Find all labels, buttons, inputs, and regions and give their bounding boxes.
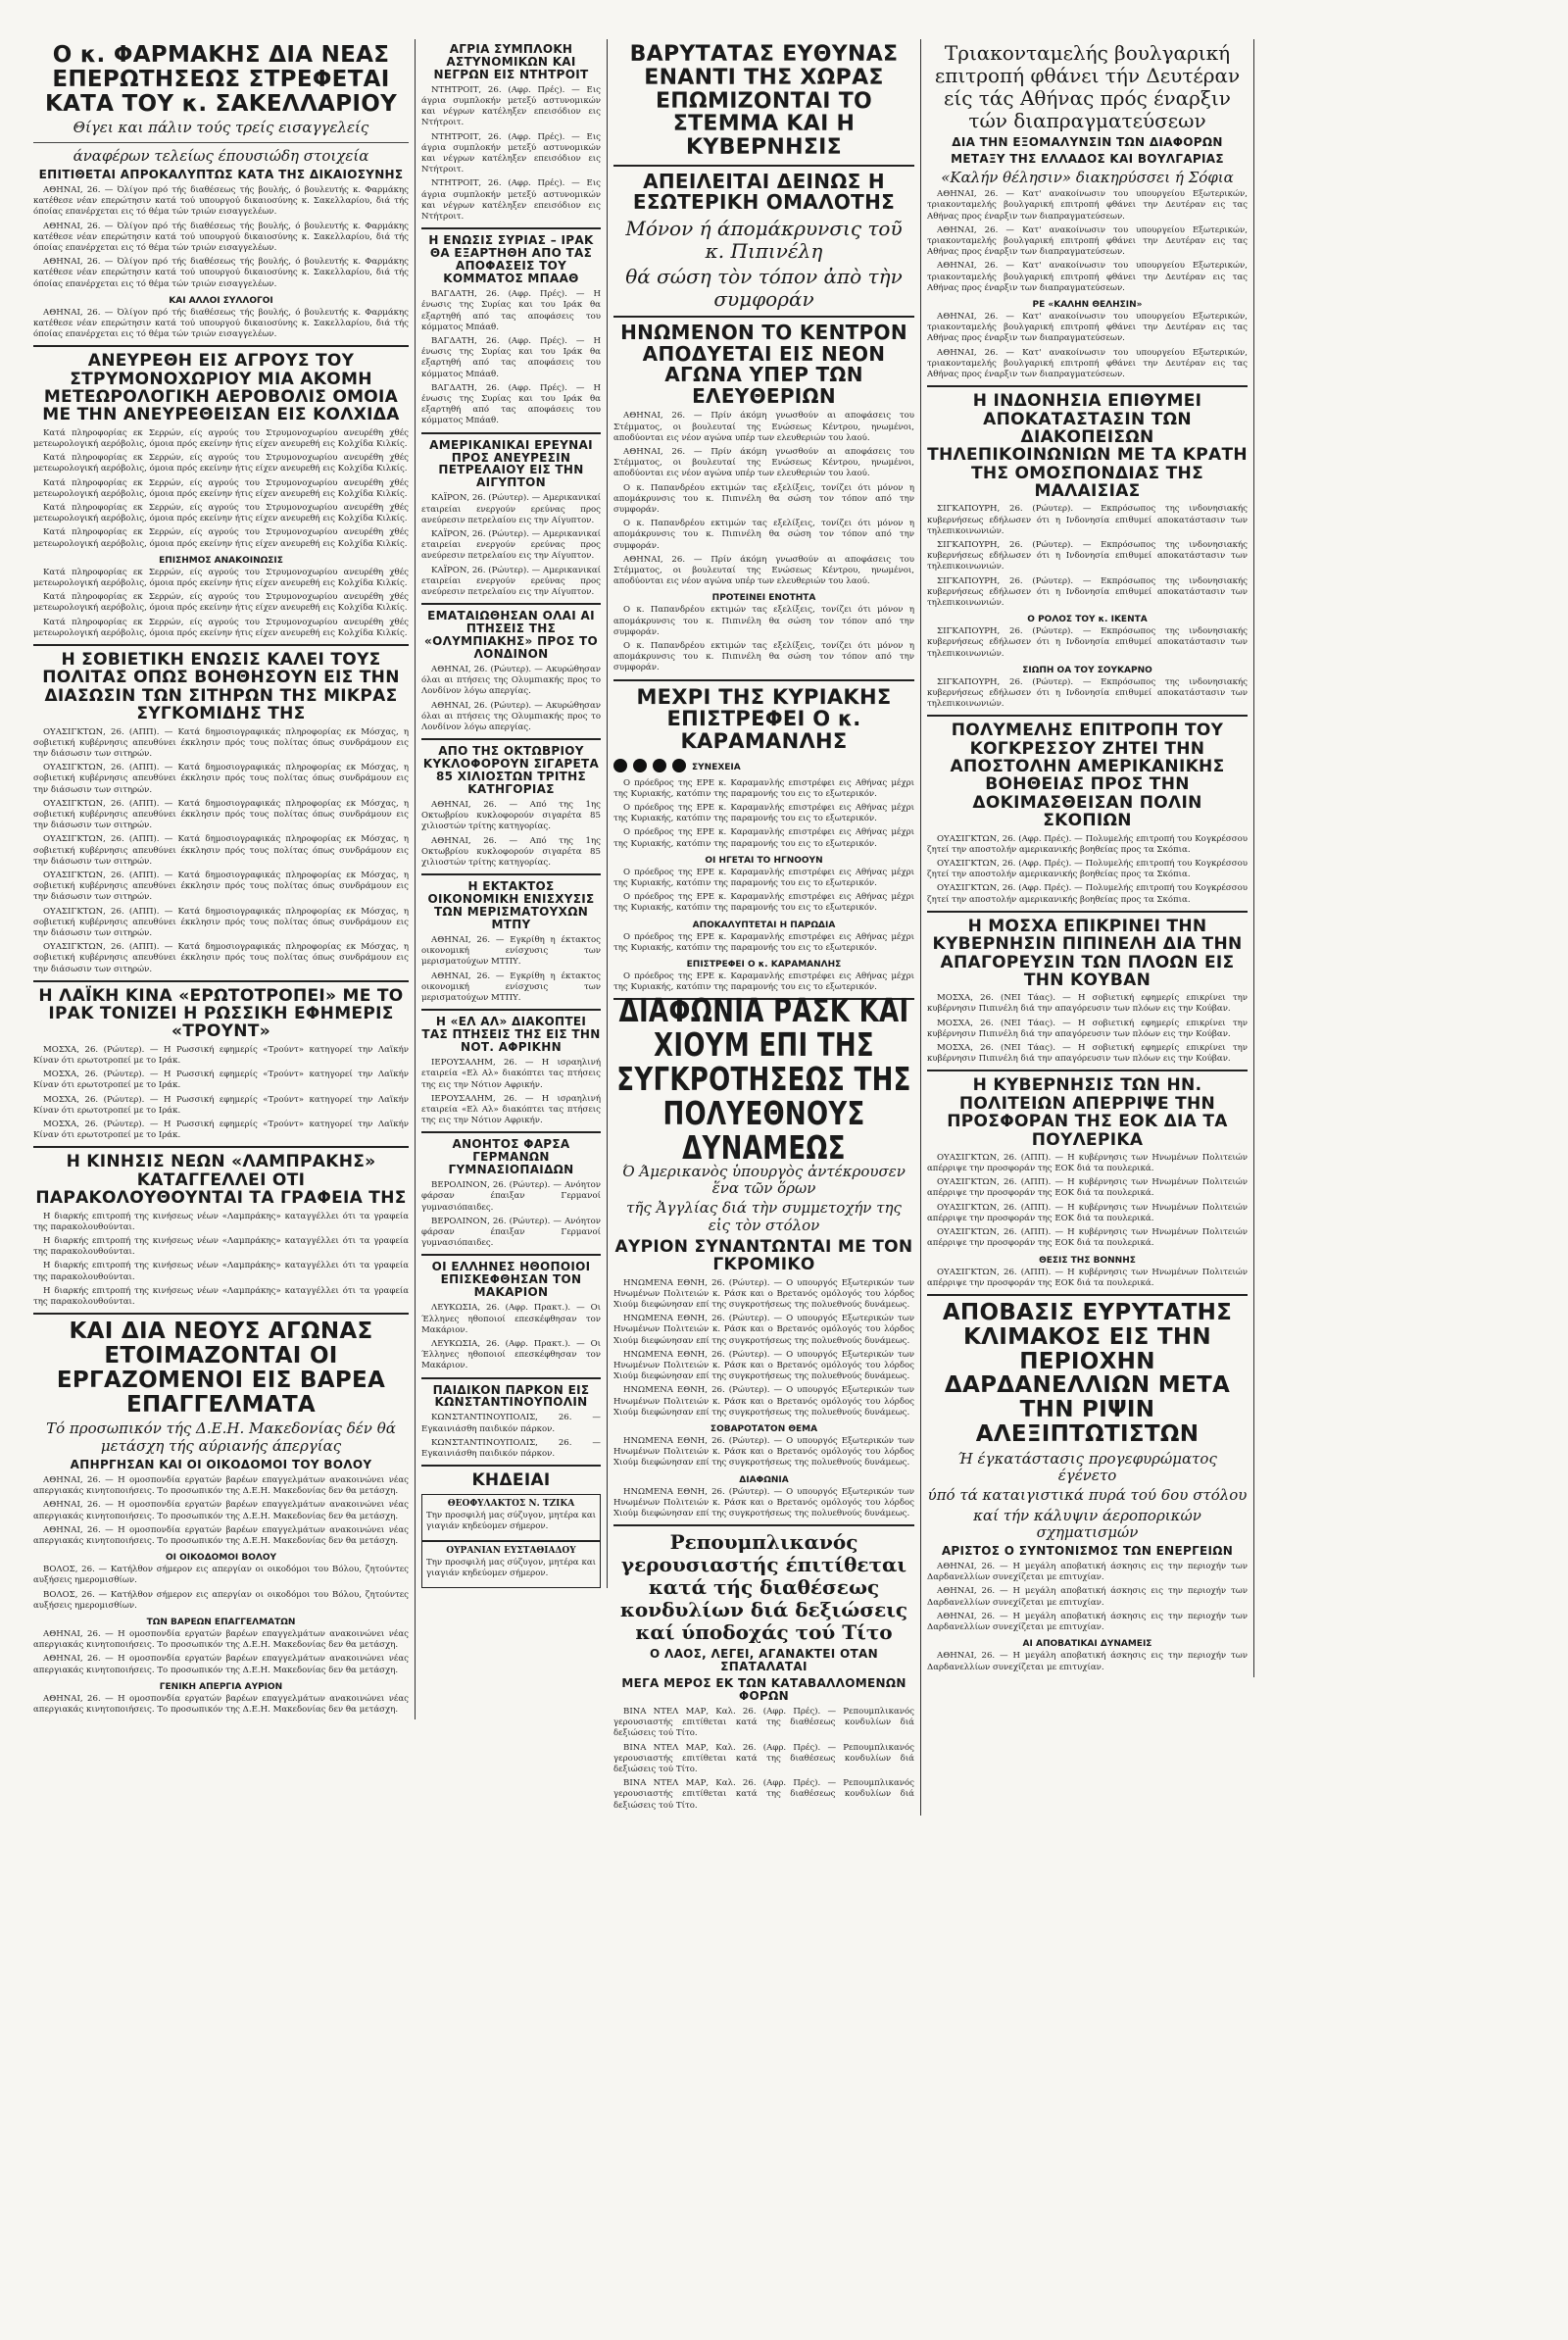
divider (33, 1313, 409, 1315)
article-body: ΑΘΗΝΑΙ, 26. — Πρίν άκόμη γνωσθούν αι αποφάσεις του Στέμματος, οι βουλευταί της Ενώσεως Κέντρου, ηνωμένοι, αποδύονται εις νέον αγώνα υπέρ των ελευθεριών του λαού. ΑΘΗΝΑΙ, 26. — Πρίν άκόμη γνωσθούν αι αποφάσεις του Στέμματος, οι βουλευταί της Ενώσεως Κέντρου, ηνωμένοι, αποδύονται εις νέον αγώνα υπέρ των ελευθεριών του λαού. Ο κ. Παπανδρέου εκτιμών τας εξελίξεις, τονίζει ότι μόνον η απομάκρυνσις του κ. Πιπινέλη θα σώση τον τόπον από την συμφοράν. Ο κ. Παπανδρέου εκτιμών τας εξελίξεις, τονίζει ότι μόνον η απομάκρυνσις του κ. Πιπινέλη θα σώση τον τόπον από την συμφοράν. ΑΘΗΝΑΙ, 26. — Πρίν άκόμη γνωσθούν αι αποφάσεις του Στέμματος, οι βουλευταί της Ενώσεως Κέντρου, ηνωμένοι, αποδύονται εις νέον αγώνα υπέρ των ελευθεριών του λαού. (613, 411, 914, 587)
section-label: ΕΠΙΣΤΡΕΦΕΙ Ο κ. ΚΑΡΑΜΑΝΛΗΣ (686, 960, 842, 971)
article-body: ΟΥΑΣΙΓΚΤΩΝ, 26. (Αφρ. Πρές). — Πολυμελής επιτροπή του Κογκρέσσου ζητεί την αποστολήν αμερικανικής βοηθείας προς τα Σκόπια. ΟΥΑΣΙΓΚΤΩΝ, 26. (Αφρ. Πρές). — Πολυμελής επιτροπή του Κογκρέσσου ζητεί την αποστολήν αμερικανικής βοηθείας προς τα Σκόπια. ΟΥΑΣΙΓΚΤΩΝ, 26. (Αφρ. Πρές). — Πολυμελής επιτροπή του Κογκρέσσου ζητεί την αποστολήν αμερικανικής βοηθείας προς τα Σκόπια. (927, 833, 1248, 905)
headline-foroi: ΜΕΓΑ ΜΕΡΟΣ ΕΚ ΤΩΝ ΚΑΤΑΒΑΛΛΟΜΕΝΩΝ ΦΟΡΩΝ (621, 1676, 906, 1704)
subhead-eisaggeleis: Θίγει και πάλιν τούς τρείς εισαγγελείς (73, 119, 369, 137)
divider (421, 603, 601, 605)
article-body: ΒΙΝΑ ΝΤΕΛ ΜΑΡ, Καλ. 26. (Αφρ. Πρές). — Ρεπουμπλικανός γερουσιαστής επιτίθεται κατά της διαθέσεως κονδυλίων διά δεξιώσεις τού Τίτο. ΒΙΝΑ ΝΤΕΛ ΜΑΡ, Καλ. 26. (Αφρ. Πρές). — Ρεπουμπλικανός γερουσιαστής επιτίθεται κατά της διαθέσεως κονδυλίων διά δεξιώσεις τού Τίτο. ΒΙΝΑ ΝΤΕΛ ΜΑΡ, Καλ. 26. (Αφρ. Πρές). — Ρεπουμπλικανός γερουσιαστής επιτίθεται κατά της διαθέσεως κονδυλίων διά δεξιώσεις τού Τίτο. (613, 1707, 914, 1811)
article-body: ΒΑΓΔΑΤΗ, 26. (Αφρ. Πρές). — Η ένωσις της Συρίας και του Ιράκ θα εξαρτηθή από τας αποφάσεις του κόμματος Μπάαθ. ΒΑΓΔΑΤΗ, 26. (Αφρ. Πρές). — Η ένωσις της Συρίας και του Ιράκ θα εξαρτηθή από τας αποφάσεις του κόμματος Μπάαθ. ΒΑΓΔΑΤΗ, 26. (Αφρ. Πρές). — Η ένωσις της Συρίας και του Ιράκ θα εξαρτηθή από τας αποφάσεις του κόμματος Μπάαθ. (421, 289, 601, 426)
article-body: ΚΑΪΡΟΝ, 26. (Ρώυτερ). — Αμερικανικαί εταιρείαι ενεργούν ερεύνας προς ανεύρεσιν πετρελαίου εις την Αίγυπτον. ΚΑΪΡΟΝ, 26. (Ρώυτερ). — Αμερικανικαί εταιρείαι ενεργούν ερεύνας προς ανεύρεσιν πετρελαίου εις την Αίγυπτον. ΚΑΪΡΟΝ, 26. (Ρώυτερ). — Αμερικανικαί εταιρείαι ενεργούν ερεύνας προς ανεύρεσιν πετρελαίου εις την Αίγυπτον. (421, 493, 601, 597)
section-label: ΑΠΟΚΑΛΥΠΤΕΤΑΙ Η ΠΑΡΩΔΙΑ (692, 920, 836, 930)
section-label: ΣΙΩΠΗ ΟΑ ΤΟΥ ΣΟΥΚΑΡΝΟ (1022, 665, 1152, 675)
divider (421, 227, 601, 229)
article-body: ΣΙΓΚΑΠΟΥΡΗ, 26. (Ρώυτερ). — Εκπρόσωπος της ινδονησιακής κυβερνήσεως εδήλωσεν ότι η Ινδονησία επιθυμεί αποκατάστασιν των τηλεπικοινωνιών. (927, 626, 1248, 659)
headline-ntitroit: ΑΓΡΙΑ ΣΥΜΠΛΟΚΗ ΑΣΤΥΝΟΜΙΚΩΝ ΚΑΙ ΝΕΓΡΩΝ ΕΙΣ ΝΤΗΤΡΟΙΤ (433, 42, 589, 81)
article-body: Ο πρόεδρος της ΕΡΕ κ. Καραμανλής επιστρέφει εις Αθήνας μέχρι της Κυριακής, κατόπιν της παραμονής του εις το εξωτερικόν. (613, 931, 914, 953)
column-4 (921, 39, 1254, 1677)
divider (421, 1254, 601, 1256)
headline-petrelaio: ΑΜΕΡΙΚΑΝΙΚΑΙ ΕΡΕΥΝΑΙ ΠΡΟΣ ΑΝΕΥΡΕΣΙΝ ΠΕΤΡΕΛΑΙΟΥ ΕΙΣ ΤΗΝ ΑΙΓΥΠΤΟΝ (429, 437, 593, 490)
section-label: ΤΩΝ ΒΑΡΕΩΝ ΕΠΑΓΓΕΛΜΑΤΩΝ (146, 1617, 296, 1627)
article-body: ΑΘΗΝΑΙ, 26. — Η ομοσπονδία εργατών βαρέων επαγγελμάτων ανακοινώνει νέας απεργιακάς κινητοποιήσεις. Το προσωπικόν της Δ.Ε.Η. Μακεδονίας δεν θα μετάσχη. ΑΘΗΝΑΙ, 26. — Η ομοσπονδία εργατών βαρέων επαγγελμάτων ανακοινώνει νέας απεργιακάς κινητοποιήσεις. Το προσωπικόν της Δ.Ε.Η. Μακεδονίας δεν θα μετάσχη. (33, 1628, 409, 1675)
headline-parko: ΠΑΙΔΙΚΟΝ ΠΑΡΚΟΝ ΕΙΣ ΚΩΝΣΤΑΝΤΙΝΟΥΠΟΛΙΝ (432, 1382, 590, 1410)
article-body: ΗΝΩΜΕΝΑ ΕΘΝΗ, 26. (Ρώυτερ). — Ο υπουργός Εξωτερικών των Ηνωμένων Πολιτειών κ. Ράσκ και ο Βρετανός ομόλογός του λόρδος Χιούμ διεφώνησαν επί της συγκροτήσεως της πολυεθνούς δυνάμεως. (613, 1435, 914, 1469)
subhead-ypourgos: Ό Άμερικανὸς ὑπουργὸς ἀντέκρουσεν ἕνα τῶν ὅρων (622, 1162, 906, 1198)
article-body: ΟΥΑΣΙΓΚΤΩΝ, 26. (ΑΠΠ). — Η κυβέρνησις των Ηνωμένων Πολιτειών απέρριψε την προσφοράν της ΕΟΚ διά τα πουλερικά. (927, 1267, 1248, 1288)
article-body: ΣΙΓΚΑΠΟΥΡΗ, 26. (Ρώυτερ). — Εκπρόσωπος της ινδονησιακής κυβερνήσεως εδήλωσεν ότι η Ινδονησία επιθυμεί αποκατάστασιν των τηλεπικοινωνιών. ΣΙΓΚΑΠΟΥΡΗ, 26. (Ρώυτερ). — Εκπρόσωπος της ινδονησιακής κυβερνήσεως εδήλωσεν ότι η Ινδονησία επιθυμεί αποκατάστασιν των τηλεπικοινωνιών. ΣΙΓΚΑΠΟΥΡΗ, 26. (Ρώυτερ). — Εκπρόσωπος της ινδονησιακής κυβερνήσεως εδήλωσεν ότι η Ινδονησία επιθυμεί αποκατάστασιν των τηλεπικοινωνιών. (927, 504, 1248, 608)
continuation-strip (613, 757, 914, 774)
headline-indonisia: Η ΙΝΔΟΝΗΣΙΑ ΕΠΙΘΥΜΕΙ ΑΠΟΚΑΤΑΣΤΑΣΙΝ ΤΩΝ ΔΙΑΚΟΠΕΙΣΩΝ ΤΗΛΕΠΙΚΟΙΝΩΝΙΩΝ ΜΕ ΤΑ ΚΡΑΤΗ ΤΗΣ ΟΜΟΣΠΟΝΔΙΑΣ ΤΗΣ ΜΑΛΑΙΣΙΑΣ (927, 391, 1248, 501)
headline-mtpy: Η ΕΚΤΑΚΤΟΣ ΟΙΚΟΝΟΜΙΚΗ ΕΝΙΣΧΥΣΙΣ ΤΩΝ ΜΕΡΙΣΜΑΤΟΥΧΩΝ ΜΤΠΥ (427, 879, 595, 932)
divider (613, 165, 914, 167)
article-body: ΑΘΗΝΑΙ, 26. — Η μεγάλη αποβατική άσκησις εις την περιοχήν των Δαρδανελλίων συνεχίζεται με επιτυχίαν. ΑΘΗΝΑΙ, 26. — Η μεγάλη αποβατική άσκησις εις την περιοχήν των Δαρδανελλίων συνεχίζεται με επιτυχίαν. ΑΘΗΝΑΙ, 26. — Η μεγάλη αποβατική άσκησις εις την περιοχήν των Δαρδανελλίων συνεχίζεται με επιτυχίαν. (927, 1562, 1248, 1633)
bullet-icon (613, 759, 627, 772)
headline-exomalynsi: ΔΙΑ ΤΗΝ ΕΞΟΜΑΛΥΝΣΙΝ ΤΩΝ ΔΙΑΦΟΡΩΝ (952, 135, 1223, 149)
divider (421, 1131, 601, 1133)
column-2 (416, 39, 608, 1588)
article-body: ΝΤΗΤΡΟΙΤ, 26. (Αφρ. Πρές). — Εις άγρια συμπλοκήν μετεξύ αστυνομικών και νέγρων κατέληξεν επεισόδιον εις Ντήτροιτ. ΝΤΗΤΡΟΙΤ, 26. (Αφρ. Πρές). — Εις άγρια συμπλοκήν μετεξύ αστυνομικών και νέγρων κατέληξεν επεισόδιον εις Ντήτροιτ. ΝΤΗΤΡΟΙΤ, 26. (Αφρ. Πρές). — Εις άγρια συμπλοκήν μετεξύ αστυνομικών και νέγρων κατέληξεν επεισόδιον εις Ντήτροιτ. (421, 84, 601, 223)
headline-kentro: ΗΝΩΜΕΝΟΝ ΤΟ ΚΕΝΤΡΟΝ ΑΠΟΔΥΕΤΑΙ ΕΙΣ ΝΕΟΝ ΑΓΩΝΑ ΥΠΕΡ ΤΩΝ ΕΛΕΥΘΕΡΙΩΝ (620, 320, 907, 408)
headline-el-al: Η «ΕΛ ΑΛ» ΔΙΑΚΟΠΤΕΙ ΤΑΣ ΠΤΗΣΕΙΣ ΤΗΣ ΕΙΣ ΤΗΝ ΝΟΤ. ΑΦΡΙΚΗΝ (421, 1015, 601, 1055)
article-body: ΑΘΗΝΑΙ, 26. — Η ομοσπονδία εργατών βαρέων επαγγελμάτων ανακοινώνει νέας απεργιακάς κινητοποιήσεις. Το προσωπικόν της Δ.Ε.Η. Μακεδονίας δεν θα μετάσχη. (33, 1693, 409, 1715)
section-label: Ο ΡΟΛΟΣ ΤΟΥ κ. ΙΚΕΝΤΑ (1027, 615, 1148, 625)
article-body: ΣΙΓΚΑΠΟΥΡΗ, 26. (Ρώυτερ). — Εκπρόσωπος της ινδονησιακής κυβερνήσεως εδήλωσεν ότι η Ινδονησία επιθυμεί αποκατάστασιν των τηλεπικοινωνιών. (927, 676, 1248, 710)
subhead-stolos6: ύπό τά καταιγιστικά πυρά τού 6ου στόλου (927, 1486, 1248, 1505)
section-label: ΟΙ ΟΙΚΟΔΟΜΟΙ ΒΟΛΟΥ (165, 1553, 277, 1564)
article-body: ΚΩΝΣΤΑΝΤΙΝΟΥΠΟΛΙΣ, 26. — Εγκαινιάσθη παιδικόν πάρκον. ΚΩΝΣΤΑΝΤΙΝΟΥΠΟΛΙΣ, 26. — Εγκαινιάσθη παιδικόν πάρκον. (421, 1413, 601, 1460)
article-body: ΒΕΡΟΛΙΝΟΝ, 26. (Ρώυτερ). — Ανόητον φάρσαν έπαιξαν Γερμανοί γυμνασιόπαιδες. ΒΕΡΟΛΙΝΟΝ, 26. (Ρώυτερ). — Ανόητον φάρσαν έπαιξαν Γερμανοί γυμνασιόπαιδες. (421, 1180, 601, 1249)
section-label: ΕΠΙΣΗΜΟΣ ΑΝΑΚΟΙΝΩΣΙΣ (159, 555, 283, 566)
article-body: ΜΟΣΧΑ, 26. (ΝΕΙ Τάας). — Η σοβιετική εφημερίς επικρίνει την κυβέρνησιν Πιπινέλη διά την απαγόρευσιν των πλόων εις την Κούβαν. ΜΟΣΧΑ, 26. (ΝΕΙ Τάας). — Η σοβιετική εφημερίς επικρίνει την κυβέρνησιν Πιπινέλη διά την απαγόρευσιν των πλόων εις την Κούβαν. ΜΟΣΧΑ, 26. (ΝΕΙ Τάας). — Η σοβιετική εφημερίς επικρίνει την κυβέρνησιν Πιπινέλη διά την απαγόρευσιν των πλόων εις την Κούβαν. (927, 993, 1248, 1065)
article-body: ΑΘΗΝΑΙ, 26. — Η μεγάλη αποβατική άσκησις εις την περιοχήν των Δαρδανελλίων συνεχίζεται με επιτυχίαν. (927, 1651, 1248, 1672)
headline-tito: Ρεπουμπλικανός γερουσιαστής έπιτίθεται κατά τής διαθέσεως κονδυλίων διά δεξιώσεις καί ύποδοχάς τού Τίτο (619, 1530, 908, 1645)
divider (33, 980, 409, 982)
headline-sovietiki: Η ΣΟΒΙΕΤΙΚΗ ΕΝΩΣΙΣ ΚΑΛΕΙ ΤΟΥΣ ΠΟΛΙΤΑΣ ΟΠΩΣ ΒΟΗΘΗΣΟΥΝ ΕΙΣ ΤΗΝ ΔΙΑΣΩΣΙΝ ΤΩΝ ΣΙΤΗΡΩΝ ΤΗΣ ΜΙΚΡΑΣ ΣΥΓΚΟΜΙΔΗΣ ΤΗΣ (42, 650, 400, 724)
divider (421, 1009, 601, 1011)
divider (421, 1377, 601, 1379)
headline-syria-irak: Η ΕΝΩΣΙΣ ΣΥΡΙΑΣ – ΙΡΑΚ ΘΑ ΕΞΑΡΤΗΘΗ ΑΠΟ ΤΑΣ ΑΠΟΦΑΣΕΙΣ ΤΟΥ ΚΟΜΜΑΤΟΣ ΜΠΑΑΘ (428, 233, 594, 286)
article-body: ΜΟΣΧΑ, 26. (Ρώυτερ). — Η Ρωσσική εφημερίς «Τρούντ» κατηγορεί την Λαϊκήν Κίναν ότι ερωτοτροπεί με το Ιράκ. ΜΟΣΧΑ, 26. (Ρώυτερ). — Η Ρωσσική εφημερίς «Τρούντ» κατηγορεί την Λαϊκήν Κίναν ότι ερωτοτροπεί με το Ιράκ. ΜΟΣΧΑ, 26. (Ρώυτερ). — Η Ρωσσική εφημερίς «Τρούντ» κατηγορεί την Λαϊκήν Κίναν ότι ερωτοτροπεί με το Ιράκ. ΜΟΣΧΑ, 26. (Ρώυτερ). — Η Ρωσσική εφημερίς «Τρούντ» κατηγορεί την Λαϊκήν Κίναν ότι ερωτοτροπεί με το Ιράκ. (33, 1044, 409, 1141)
headline-omalotis: ΑΠΕΙΛΕΙΤΑΙ ΔΕΙΝΩΣ Η ΕΣΩΤΕΡΙΚΗ ΟΜΑΛΟΤΗΣ (632, 169, 896, 215)
article-body: ΑΘΗΝΑΙ, 26. — Κατ' ανακοίνωσιν του υπουργείου Εξωτερικών, τριακονταμελής βουλγαρική επιτροπή φθάνει την Δευτέραν εις τας Αθήνας προς έναρξιν των διαπραγματεύσεων. ΑΘΗΝΑΙ, 26. — Κατ' ανακοίνωσιν του υπουργείου Εξωτερικών, τριακονταμελής βουλγαρική επιτροπή φθάνει την Δευτέραν εις τας Αθήνας προς έναρξιν των διαπραγματεύσεων. ΑΘΗΝΑΙ, 26. — Κατ' ανακοίνωσιν του υπουργείου Εξωτερικών, τριακονταμελής βουλγαρική επιτροπή φθάνει την Δευτέραν εις τας Αθήνας προς έναρξιν των διαπραγματεύσεων. (927, 189, 1248, 293)
bullet-icon (653, 759, 666, 772)
section-label: ΓΕΝΙΚΗ ΑΠΕΡΓΙΑ ΑΥΡΙΟΝ (159, 1681, 283, 1692)
article-body: ΟΥΑΣΙΓΚΤΩΝ, 26. (ΑΠΠ). — Η κυβέρνησις των Ηνωμένων Πολιτειών απέρριψε την προσφοράν της ΕΟΚ διά τα πουλερικά. ΟΥΑΣΙΓΚΤΩΝ, 26. (ΑΠΠ). — Η κυβέρνησις των Ηνωμένων Πολιτειών απέρριψε την προσφοράν της ΕΟΚ διά τα πουλερικά. ΟΥΑΣΙΓΚΤΩΝ, 26. (ΑΠΠ). — Η κυβέρνησις των Ηνωμένων Πολιτειών απέρριψε την προσφοράν της ΕΟΚ διά τα πουλερικά. ΟΥΑΣΙΓΚΤΩΝ, 26. (ΑΠΠ). — Η κυβέρνησις των Ηνωμένων Πολιτειών απέρριψε την προσφοράν της ΕΟΚ διά τα πουλερικά. (927, 1152, 1248, 1249)
headline-skopia: ΠΟΛΥΜΕΛΗΣ ΕΠΙΤΡΟΠΗ ΤΟΥ ΚΟΓΚΡΕΣΣΟΥ ΖΗΤΕΙ ΤΗΝ ΑΠΟΣΤΟΛΗΝ ΑΜΕΡΙΚΑΝΙΚΗΣ ΒΟΗΘΕΙΑΣ ΠΡΟΣ ΤΗΝ ΔΟΚΙΜΑΣΘΕΙΣΑΝ ΠΟΛΙΝ ΣΚΟΠΙΩΝ (950, 721, 1225, 831)
article-body: ΗΝΩΜΕΝΑ ΕΘΝΗ, 26. (Ρώυτερ). — Ο υπουργός Εξωτερικών των Ηνωμένων Πολιτειών κ. Ράσκ και ο Βρετανός ομόλογός του λόρδος Χιούμ διεφώνησαν επί της συγκροτήσεως της πολυεθνούς δυνάμεως. ΗΝΩΜΕΝΑ ΕΘΝΗ, 26. (Ρώυτερ). — Ο υπουργός Εξωτερικών των Ηνωμένων Πολιτειών κ. Ράσκ και ο Βρετανός ομόλογός του λόρδος Χιούμ διεφώνησαν επί της συγκροτήσεως της πολυεθνούς δυνάμεως. ΗΝΩΜΕΝΑ ΕΘΝΗ, 26. (Ρώυτερ). — Ο υπουργός Εξωτερικών των Ηνωμένων Πολιτειών κ. Ράσκ και ο Βρετανός ομόλογός του λόρδος Χιούμ διεφώνησαν επί της συγκροτήσεως της πολυεθνούς δυνάμεως. ΗΝΩΜΕΝΑ ΕΘΝΗ, 26. (Ρώυτερ). — Ο υπουργός Εξωτερικών των Ηνωμένων Πολιτειών κ. Ράσκ και ο Βρετανός ομόλογός του λόρδος Χιούμ διεφώνησαν επί της συγκροτήσεως της πολυεθνούς δυνάμεως. (613, 1277, 914, 1418)
section-label: ΣΟΒΑΡΟΤΑΤΟΝ ΘΕΜΑ (710, 1423, 818, 1434)
headline-lamprakis: Η ΚΙΝΗΣΙΣ ΝΕΩΝ «ΛΑΜΠΡΑΚΗΣ» ΚΑΤΑΓΓΕΛΛΕΙ ΟΤΙ ΠΑΡΑΚΟΛΟΥΘΟΥΝΤΑΙ ΤΑ ΓΡΑΦΕΙΑ ΤΗΣ (35, 1152, 407, 1209)
divider (927, 911, 1248, 913)
headline-kouba: Η ΜΟΣΧΑ ΕΠΙΚΡΙΝΕΙ ΤΗΝ ΚΥΒΕΡΝΗΣΙΝ ΠΙΠΙΝΕΛΗ ΔΙΑ ΤΗΝ ΑΠΑΓΟΡΕΥΣΙΝ ΤΩΝ ΠΛΟΩΝ ΕΙΣ ΤΗΝ ΚΟΥΒΑΝ (932, 916, 1243, 990)
subhead-stolos: τῆς Ἀγγλίας διά τὴν συμμετοχήν της εἰς τὸν στόλον (626, 1199, 902, 1234)
funeral-notice: ΟΥΡΑΝΙΑΝ ΕΥΣΤΑΘΙΑΔΟΥ Την προσφιλή μας σύζυγον, μητέρα και γιαγιάν κηδεύομεν σήμερον. (421, 1541, 601, 1588)
section-label: ΠΡΟΤΕΙΝΕΙ ΕΝΟΤΗΤΑ (711, 593, 816, 604)
article-body: ΑΘΗΝΑΙ, 26. — Κατ' ανακοίνωσιν του υπουργείου Εξωτερικών, τριακονταμελής βουλγαρική επιτροπή φθάνει την Δευτέραν εις τας Αθήνας προς έναρξιν των διαπραγματεύσεων. ΑΘΗΝΑΙ, 26. — Κατ' ανακοίνωσιν του υπουργείου Εξωτερικών, τριακονταμελής βουλγαρική επιτροπή φθάνει την Δευτέραν εις τας Αθήνας προς έναρξιν των διαπραγματεύσεων. (927, 311, 1248, 379)
column-1 (27, 39, 416, 1719)
divider (33, 142, 409, 143)
divider (927, 385, 1248, 387)
article-body: ΟΥΑΣΙΓΚΤΩΝ, 26. (ΑΠΠ). — Κατά δημοσιογραφικάς πληροφορίας εκ Μόσχας, η σοβιετική κυβέρνησις απευθύνει έκκλησιν πρός τους πολίτας όπως συνδράμουν εις την διάσωσιν των σιτηρών. ΟΥΑΣΙΓΚΤΩΝ, 26. (ΑΠΠ). — Κατά δημοσιογραφικάς πληροφορίας εκ Μόσχας, η σοβιετική κυβέρνησις απευθύνει έκκλησιν πρός τους πολίτας όπως συνδράμουν εις την διάσωσιν των σιτηρών. ΟΥΑΣΙΓΚΤΩΝ, 26. (ΑΠΠ). — Κατά δημοσιογραφικάς πληροφορίας εκ Μόσχας, η σοβιετική κυβέρνησις απευθύνει έκκλησιν πρός τους πολίτας όπως συνδράμουν εις την διάσωσιν των σιτηρών. ΟΥΑΣΙΓΚΤΩΝ, 26. (ΑΠΠ). — Κατά δημοσιογραφικάς πληροφορίας εκ Μόσχας, η σοβιετική κυβέρνησις απευθύνει έκκλησιν πρός τους πολίτας όπως συνδράμουν εις την διάσωσιν των σιτηρών. ΟΥΑΣΙΓΚΤΩΝ, 26. (ΑΠΠ). — Κατά δημοσιογραφικάς πληροφορίας εκ Μόσχας, η σοβιετική κυβέρνησις απευθύνει έκκλησιν πρός τους πολίτας όπως συνδράμουν εις την διάσωσιν των σιτηρών. ΟΥΑΣΙΓΚΤΩΝ, 26. (ΑΠΠ). — Κατά δημοσιογραφικάς πληροφορίας εκ Μόσχας, η σοβιετική κυβέρνησις απευθύνει έκκλησιν πρός τους πολίτας όπως συνδράμουν εις την διάσωσιν των σιτηρών. ΟΥΑΣΙΓΚΤΩΝ, 26. (ΑΠΠ). — Κατά δημοσιογραφικάς πληροφορίας εκ Μόσχας, η σοβιετική κυβέρνησις απευθύνει έκκλησιν πρός τους πολίτας όπως συνδράμουν εις την διάσωσιν των σιτηρών. (33, 726, 409, 974)
subhead-stoixeia: άναφέρων τελείως έπουσιώδη στοιχεία (73, 146, 369, 165)
section-label: ΣΥΝΕΧΕΙΑ (692, 762, 741, 772)
divider (927, 1070, 1248, 1071)
headline-oikodomoi: ΑΠΗΡΓΗΣΑΝ ΚΑΙ ΟΙ ΟΙΚΟΔΟΜΟΙ ΤΟΥ ΒΟΛΟΥ (70, 1457, 372, 1471)
section-label: ΑΙ ΑΠΟΒΑΤΙΚΑΙ ΔΥΝΑΜΕΙΣ (1022, 1639, 1152, 1650)
divider (927, 715, 1248, 717)
article-body: ΙΕΡΟΥΣΑΛΗΜ, 26. — Η ισραηλινή εταιρεία «Ελ Αλ» διακόπτει τας πτήσεις της εις την Νότιον Αφρικήν. ΙΕΡΟΥΣΑΛΗΜ, 26. — Η ισραηλινή εταιρεία «Ελ Αλ» διακόπτει τας πτήσεις της εις την Νότιον Αφρικήν. (421, 1058, 601, 1126)
funeral-notice: ΘΕΟΦΥΛΑΚΤΟΣ Ν. ΤΖΙΚΑ Την προσφιλή μας σύζυγον, μητέρα και γιαγιάν κηδεύομεν σήμερον. (421, 1494, 601, 1541)
headline-voulgariki: Τριακονταμελής βουλγαρική επιτροπή φθάνει τήν Δευτέραν είς τάς Αθήνας πρός έναρξιν τών διαπραγματεύσεων (934, 41, 1241, 132)
article-body: ΑΘΗΝΑΙ, 26. — Από της 1ης Οκτωβρίου κυκλοφορούν σιγαρέτα 85 χιλιοστών τρίτης κατηγορίας. ΑΘΗΝΑΙ, 26. — Από της 1ης Οκτωβρίου κυκλοφορούν σιγαρέτα 85 χιλιοστών τρίτης κατηγορίας. (421, 800, 601, 869)
article-body: ΑΘΗΝΑΙ, 26. — Η ομοσπονδία εργατών βαρέων επαγγελμάτων ανακοινώνει νέας απεργιακάς κινητοποιήσεις. Το προσωπικόν της Δ.Ε.Η. Μακεδονίας δεν θα μετάσχη. ΑΘΗΝΑΙ, 26. — Η ομοσπονδία εργατών βαρέων επαγγελμάτων ανακοινώνει νέας απεργιακάς κινητοποιήσεις. Το προσωπικόν της Δ.Ε.Η. Μακεδονίας δεν θα μετάσχη. ΑΘΗΝΑΙ, 26. — Η ομοσπονδία εργατών βαρέων επαγγελμάτων ανακοινώνει νέας απεργιακάς κινητοποιήσεις. Το προσωπικόν της Δ.Ε.Η. Μακεδονίας δεν θα μετάσχη. (33, 1474, 409, 1546)
headline-dikaiosyni: ΕΠΙΤΙΘΕΤΑΙ ΑΠΡΟΚΑΛΥΠΤΩΣ ΚΑΤΑ ΤΗΣ ΔΙΚΑΙΟΣΥΝΗΣ (38, 167, 404, 181)
divider (613, 679, 914, 681)
divider (33, 1146, 409, 1148)
article-body: ΗΝΩΜΕΝΑ ΕΘΝΗ, 26. (Ρώυτερ). — Ο υπουργός Εξωτερικών των Ηνωμένων Πολιτειών κ. Ράσκ και ο Βρετανός ομόλογός του λόρδος Χιούμ διεφώνησαν επί της συγκροτήσεως της πολυεθνούς δυνάμεως. (613, 1486, 914, 1519)
subhead-symfora: θά σώση τὸν τόπον ἀπὸ τὴν συμφοράν (625, 264, 903, 311)
headline-gromyko: ΑΥΡΙΟΝ ΣΥΝΑΝΤΩΝΤΑΙ ΜΕ ΤΟΝ ΓΚΡΟΜΙΚΟ (614, 1236, 913, 1275)
subhead-progefyroma: Ή έγκατάστασις προγεφυρώματος έγένετο (957, 1449, 1217, 1485)
article-body: Ο πρόεδρος της ΕΡΕ κ. Καραμανλής επιστρέφει εις Αθήνας μέχρι της Κυριακής, κατόπιν της παραμονής του εις το εξωτερικόν. Ο πρόεδρος της ΕΡΕ κ. Καραμανλής επιστρέφει εις Αθήνας μέχρι της Κυριακής, κατόπιν της παραμονής του εις το εξωτερικόν. (613, 867, 914, 914)
article-body: ΛΕΥΚΩΣΙΑ, 26. (Αφρ. Πρακτ.). — Οι Έλληνες ηθοποιοί επεσκέφθησαν τον Μακάριον. ΛΕΥΚΩΣΙΑ, 26. (Αφρ. Πρακτ.). — Οι Έλληνες ηθοποιοί επεσκέφθησαν τον Μακάριον. (421, 1303, 601, 1371)
headline-ergazomenoi: ΚΑΙ ΔΙΑ ΝΕΟΥΣ ΑΓΩΝΑΣ ΕΤΟΙΜΑΖΟΝΤΑΙ ΟΙ ΕΡΓΑΖΟΜΕΝΟΙ ΕΙΣ ΒΑΡΕΑ ΕΠΑΓΓΕΛΜΑΤΑ (56, 1319, 386, 1418)
headline-ithopoioi: ΟΙ ΕΛΛΗΝΕΣ ΗΘΟΠΟΙΟΙ ΕΠΙΣΚΕΦΘΗΣΑΝ ΤΟΝ ΜΑΚΑΡΙΟΝ (431, 1260, 591, 1300)
article-body: Κατά πληροφορίας εκ Σερρών, είς αγρούς του Στρυμονοχωρίου ανευρέθη χθές μετεωρολογική αερόβολις, όμοια πρός εκείνην ήτις είχεν ανευρεθή εις Κολχίδα Κιλκίς. Κατά πληροφορίας εκ Σερρών, είς αγρούς του Στρυμονοχωρίου ανευρέθη χθές μετεωρολογική αερόβολις, όμοια πρός εκείνην ήτις είχεν ανευρεθή εις Κολχίδα Κιλκίς. Κατά πληροφορίας εκ Σερρών, είς αγρούς του Στρυμονοχωρίου ανευρέθη χθές μετεωρολογική αερόβολις, όμοια πρός εκείνην ήτις είχεν ανευρεθή εις Κολχίδα Κιλκίς. Κατά πληροφορίας εκ Σερρών, είς αγρούς του Στρυμονοχωρίου ανευρέθη χθές μετεωρολογική αερόβολις, όμοια πρός εκείνην ήτις είχεν ανευρεθή εις Κολχίδα Κιλκίς. Κατά πληροφορίας εκ Σερρών, είς αγρούς του Στρυμονοχωρίου ανευρέθη χθές μετεωρολογική αερόβολις, όμοια πρός εκείνην ήτις είχεν ανευρεθή εις Κολχίδα Κιλκίς. (33, 427, 409, 549)
subhead-pipinelis: Μόνον ή άπομάκρυνσις τοῦ κ. Πιπινέλη (625, 216, 903, 263)
headline-ellados: ΜΕΤΑΞΥ ΤΗΣ ΕΛΛΑΔΟΣ ΚΑΙ ΒΟΥΛΓΑΡΙΑΣ (951, 151, 1224, 166)
headline-laos: Ο ΛΑΟΣ, ΛΕΓΕΙ, ΑΓΑΝΑΚΤΕΙ ΟΤΑΝ ΣΠΑΤΑΛΑΤΑΙ (650, 1647, 878, 1674)
funeral-name: ΘΕΟΦΥΛΑΚΤΟΣ Ν. ΤΖΙΚΑ (447, 1498, 575, 1509)
bullet-icon (672, 759, 686, 772)
headline-stemma: ΒΑΡΥΤΑΤΑΣ ΕΥΘΥΝΑΣ ΕΝΑΝΤΙ ΤΗΣ ΧΩΡΑΣ ΕΠΩΜΙΖΟΝΤΑΙ ΤΟ ΣΤΕΜΜΑ ΚΑΙ Η ΚΥΒΕΡΝΗΣΙΣ (629, 42, 899, 160)
article-body: ΒΟΛΟΣ, 26. — Κατήλθον σήμερον εις απεργίαν οι οικοδόμοι του Βόλου, ζητούντες αυξήσεις ημερομισθίων. ΒΟΛΟΣ, 26. — Κατήλθον σήμερον εις απεργίαν οι οικοδόμοι του Βόλου, ζητούντες αυξήσεις ημερομισθίων. (33, 1565, 409, 1611)
subhead-dei: Τό προσωπικόν τής Δ.Ε.Η. Μακεδονίας δέν θά μετάσχη τής αύριανής άπεργίας (46, 1419, 396, 1455)
divider (613, 316, 914, 318)
headline-rask-hioum: ΔΙΑΦΩΝΙΑ ΡΑΣΚ ΚΑΙ ΧΙΟΥΜ ΕΠΙ ΤΗΣ ΣΥΓΚΡΟΤΗΣΕΩΣ ΤΗΣ ΠΟΛΥΕΘΝΟΥΣ ΔΥΝΑΜΕΩΣ (616, 993, 911, 1169)
article-body: Ο πρόεδρος της ΕΡΕ κ. Καραμανλής επιστρέφει εις Αθήνας μέχρι της Κυριακής, κατόπιν της παραμονής του εις το εξωτερικόν. (613, 971, 914, 993)
headline-aerovolis: ΑΝΕΥΡΕΘΗ ΕΙΣ ΑΓΡΟΥΣ ΤΟΥ ΣΤΡΥΜΟΝΟΧΩΡΙΟΥ ΜΙΑ ΑΚΟΜΗ ΜΕΤΕΩΡΟΛΟΓΙΚΗ ΑΕΡΟΒΟΛΙΣ ΟΜΟΙΑ ΜΕ ΤΗΝ ΑΝΕΥΡΕΘΕΙΣΑΝ ΕΙΣ ΚΟΛΧΙΔΑ (42, 351, 400, 425)
headline-kideiai: ΚΗΔΕΙΑΙ (471, 1470, 551, 1491)
headline-sigareta: ΑΠΟ ΤΗΣ ΟΚΤΩΒΡΙΟΥ ΚΥΚΛΟΦΟΡΟΥΝ ΣΙΓΑΡΕΤΑ 85 ΧΙΛΙΟΣΤΩΝ ΤΡΙΤΗΣ ΚΑΤΗΓΟΡΙΑΣ (422, 744, 600, 797)
divider (33, 345, 409, 347)
headline-kina-irak: Η ΛΑΪΚΗ ΚΙΝΑ «ΕΡΩΤΟΤΡΟΠΕΙ» ΜΕ ΤΟ ΙΡΑΚ ΤΟΝΙΖΕΙ Η ΡΩΣΣΙΚΗ ΕΦΗΜΕΡΙΣ «ΤΡΟΥΝΤ» (38, 985, 404, 1042)
section-label: ΔΙΑΦΩΝΙΑ (739, 1474, 789, 1485)
article-body: Κατά πληροφορίας εκ Σερρών, είς αγρούς του Στρυμονοχωρίου ανευρέθη χθές μετεωρολογική αερόβολις, όμοια πρός εκείνην ήτις είχεν ανευρεθή εις Κολχίδα Κιλκίς. Κατά πληροφορίας εκ Σερρών, είς αγρούς του Στρυμονοχωρίου ανευρέθη χθές μετεωρολογική αερόβολις, όμοια πρός εκείνην ήτις είχεν ανευρεθή εις Κολχίδα Κιλκίς. Κατά πληροφορίας εκ Σερρών, είς αγρούς του Στρυμονοχωρίου ανευρέθη χθές μετεωρολογική αερόβολις, όμοια πρός εκείνην ήτις είχεν ανευρεθή εις Κολχίδα Κιλκίς. (33, 567, 409, 638)
article-body: Ο κ. Παπανδρέου εκτιμών τας εξελίξεις, τονίζει ότι μόνον η απομάκρυνσις του κ. Πιπινέλη θα σώση τον τόπον από την συμφοράν. Ο κ. Παπανδρέου εκτιμών τας εξελίξεις, τονίζει ότι μόνον η απομάκρυνσις του κ. Πιπινέλη θα σώση τον τόπον από την συμφοράν. (613, 605, 914, 673)
divider (421, 873, 601, 875)
headline-syntonismos: ΑΡΙΣΤΟΣ Ο ΣΥΝΤΟΝΙΣΜΟΣ ΤΩΝ ΕΝΕΡΓΕΙΩΝ (941, 1544, 1234, 1559)
headline-karamanlis: ΜΕΧΡΙ ΤΗΣ ΚΥΡΙΑΚΗΣ ΕΠΙΣΤΡΕΦΕΙ Ο κ. ΚΑΡΑΜΑΝΛΗΣ (636, 684, 892, 753)
column-3 (608, 39, 921, 1816)
section-label: ΟΙ ΗΓΕΤΑΙ ΤΟ ΗΓΝΟΟΥΝ (705, 855, 823, 866)
article-body: ΑΘΗΝΑΙ, 26. — Εγκρίθη η έκτακτος οικονομική ενίσχυσις των μερισματούχων ΜΤΠΥ. ΑΘΗΝΑΙ, 26. — Εγκρίθη η έκτακτος οικονομική ενίσχυσις των μερισματούχων ΜΤΠΥ. (421, 935, 601, 1004)
subhead-sofia: «Καλήν θέλησιν» διακηρύσσει ή Σόφια (941, 168, 1234, 186)
divider (421, 1465, 601, 1467)
subhead-kalypsi: καί τήν κάλυψιν άεροπορικών σχηματισμών (973, 1506, 1201, 1541)
bullet-icon (633, 759, 647, 772)
headline-poulerika: Η ΚΥΒΕΡΝΗΣΙΣ ΤΩΝ ΗΝ. ΠΟΛΙΤΕΙΩΝ ΑΠΕΡΡΙΨΕ ΤΗΝ ΠΡΟΣΦΟΡΑΝ ΤΗΣ ΕΟΚ ΔΙΑ ΤΑ ΠΟΥΛΕΡΙΚΑ (947, 1075, 1228, 1150)
article-body: ΑΘΗΝΑΙ, 26. — Όλίγον πρό τής διαθέσεως τής βουλής, ό βουλευτής κ. Φαρμάκης κατέθεσε νέαν επερώτησιν κατά τού υπουργού δικαιοσύνης κ. Σακελλαρίου, διά τής όποίας επανέρχεται εις τό θέμα τών τριών εισαγγελέων. (33, 307, 409, 340)
headline-olympiaki: ΕΜΑΤΑΙΩΘΗΣΑΝ ΟΛΑΙ ΑΙ ΠΤΗΣΕΙΣ ΤΗΣ «ΟΛΥΜΠΙΑΚΗΣ» ΠΡΟΣ ΤΟ ΛΟΝΔΙΝΟΝ (424, 609, 598, 662)
headline-farmakis: Ο κ. ΦΑΡΜΑΚΗΣ ΔΙΑ ΝΕΑΣ ΕΠΕΡΩΤΗΣΕΩΣ ΣΤΡΕΦΕΤΑΙ ΚΑΤΑ ΤΟΥ κ. ΣΑΚΕΛΛΑΡΙΟΥ (44, 42, 398, 117)
section-label: ΘΕΣΙΣ ΤΗΣ ΒΟΝΝΗΣ (1039, 1255, 1136, 1266)
headline-farsa: ΑΝΟΗΤΟΣ ΦΑΡΣΑ ΓΕΡΜΑΝΩΝ ΓΥΜΝΑΣΙΟΠΑΙΔΩΝ (448, 1137, 574, 1177)
divider (421, 738, 601, 740)
funeral-name: ΟΥΡΑΝΙΑΝ ΕΥΣΤΑΘΙΑΔΟΥ (446, 1546, 576, 1556)
article-body: ΑΘΗΝΑΙ, 26. — Όλίγον πρό τής διαθέσεως τής βουλής, ό βουλευτής κ. Φαρμάκης κατέθεσε νέαν επερώτησιν κατά τού υπουργού δικαιοσύνης κ. Σακελλαρίου, διά τής όποίας επανέρχεται εις τό θέμα τών τριών εισαγγελέων. ΑΘΗΝΑΙ, 26. — Όλίγον πρό τής διαθέσεως τής βουλής, ό βουλευτής κ. Φαρμάκης κατέθεσε νέαν επερώτησιν κατά τού υπουργού δικαιοσύνης κ. Σακελλαρίου, διά τής όποίας επανέρχεται εις τό θέμα τών τριών εισαγγελέων. ΑΘΗΝΑΙ, 26. — Όλίγον πρό τής διαθέσεως τής βουλής, ό βουλευτής κ. Φαρμάκης κατέθεσε νέαν επερώτησιν κατά τού υπουργού δικαιοσύνης κ. Σακελλαρίου, διά τής όποίας επανέρχεται εις τό θέμα τών τριών εισαγγελέων. (33, 184, 409, 289)
headline-dardanellia: ΑΠΟΒΑΣΙΣ ΕΥΡΥΤΑΤΗΣ ΚΛΙΜΑΚΟΣ ΕΙΣ ΤΗΝ ΠΕΡΙΟΧΗΝ ΔΑΡΔΑΝΕΛΛΙΩΝ ΜΕΤΑ ΤΗΝ ΡΙΨΙΝ ΑΛΕΞΙΠΤΩΤΙΣΤΩΝ (942, 1299, 1233, 1448)
section-label: ΡΕ «ΚΑΛΗΝ ΘΕΛΗΣΙΝ» (1032, 299, 1143, 310)
divider (927, 1294, 1248, 1296)
article-body: Ο πρόεδρος της ΕΡΕ κ. Καραμανλής επιστρέφει εις Αθήνας μέχρι της Κυριακής, κατόπιν της παραμονής του εις το εξωτερικόν. Ο πρόεδρος της ΕΡΕ κ. Καραμανλής επιστρέφει εις Αθήνας μέχρι της Κυριακής, κατόπιν της παραμονής του εις το εξωτερικόν. Ο πρόεδρος της ΕΡΕ κ. Καραμανλής επιστρέφει εις Αθήνας μέχρι της Κυριακής, κατόπιν της παραμονής του εις το εξωτερικόν. (613, 777, 914, 849)
divider (421, 432, 601, 434)
article-body: ΑΘΗΝΑΙ, 26. (Ρώυτερ). — Ακυρώθησαν όλαι αι πτήσεις της Ολυμπιακής προς το Λονδίνον λόγω απεργίας. ΑΘΗΝΑΙ, 26. (Ρώυτερ). — Ακυρώθησαν όλαι αι πτήσεις της Ολυμπιακής προς το Λονδίνον λόγω απεργίας. (421, 665, 601, 733)
divider (33, 644, 409, 646)
section-label: ΚΑΙ ΑΛΛΟΙ ΣΥΛΛΟΓΟΙ (169, 295, 273, 306)
article-body: Η διαρκής επιτροπή της κινήσεως νέων «Λαμπράκης» καταγγέλλει ότι τα γραφεία της παρακολουθούνται. Η διαρκής επιτροπή της κινήσεως νέων «Λαμπράκης» καταγγέλλει ότι τα γραφεία της παρακολουθούνται. Η διαρκής επιτροπή της κινήσεως νέων «Λαμπράκης» καταγγέλλει ότι τα γραφεία της παρακολουθούνται. Η διαρκής επιτροπή της κινήσεως νέων «Λαμπράκης» καταγγέλλει ότι τα γραφεία της παρακολουθούνται. (33, 1211, 409, 1307)
divider (613, 1524, 914, 1526)
